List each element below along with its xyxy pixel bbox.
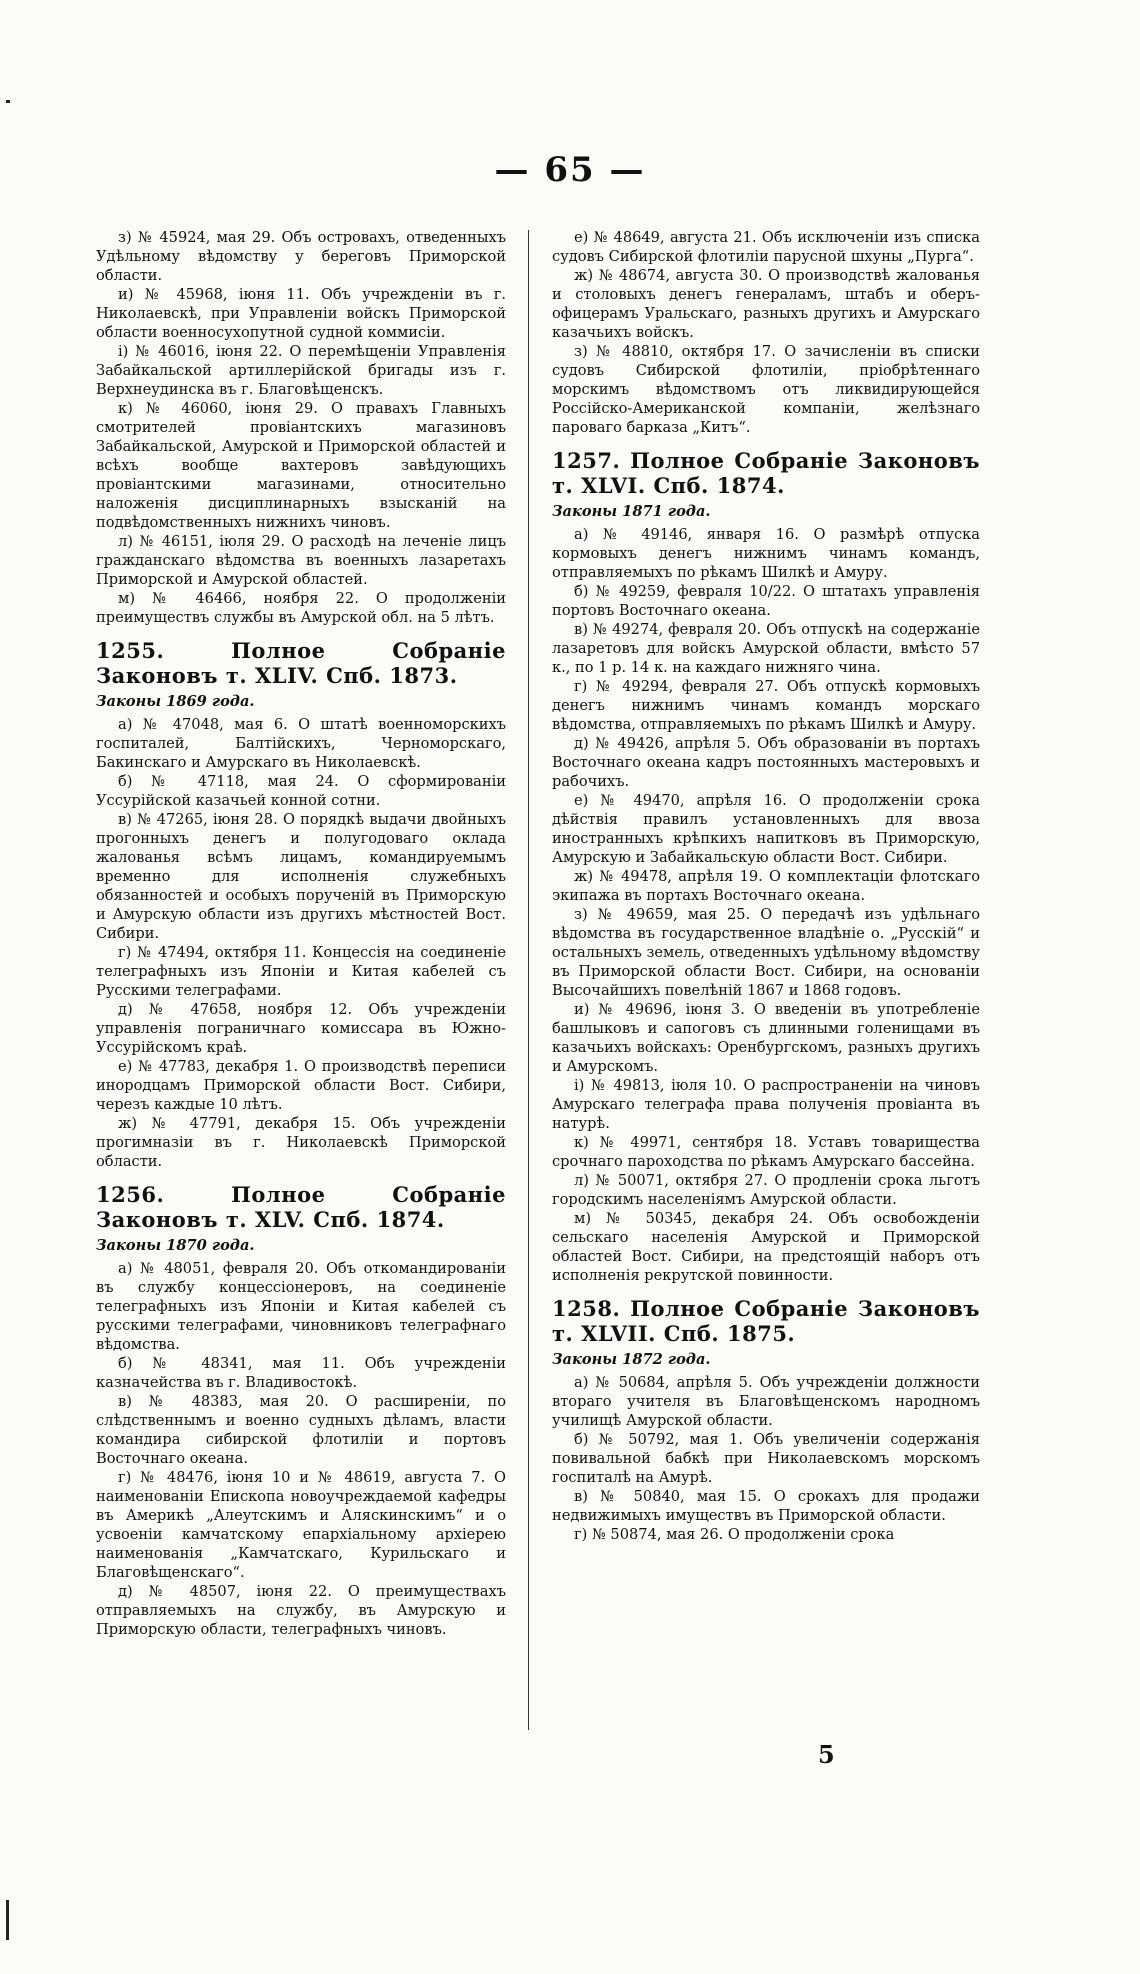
entry: і) № 46016, іюня 22. О перемѣщеніи Управленія Забайкальской артиллерійской бригады изъ г. Верхнеудинска въ г. Благовѣщенскъ. [96, 343, 506, 398]
section-title: 1255. Полное Собраніе Законовъ т. XLIV. Спб. 1873. [96, 638, 506, 688]
entry: б) № 49259, февраля 10/22. О штатахъ управленія портовъ Восточнаго океана. [552, 583, 980, 619]
entry: г) № 48476, іюня 10 и № 48619, августа 7. О наименованіи Епископа новоучреждаемой кафедры въ Америкѣ „Алеутскимъ и Аляскинскимъ“ и о усвоеніи камчатскому епархіальному архіерею наименованія „Камчатскаго, Курильскаго и Благовѣщенскаго“. [96, 1469, 506, 1581]
section-laws-year: Законы 1870 года. [96, 1237, 255, 1254]
entry: а) № 50684, апрѣля 5. Объ учрежденіи должности втораго учителя въ Благовѣщенскомъ народномъ училищѣ Амурской области. [552, 1374, 980, 1429]
entry: в) № 48383, мая 20. О расширеніи, по слѣдственнымъ и военно судныхъ дѣламъ, власти командира сибирской флотиліи и портовъ Восточнаго океана. [96, 1393, 506, 1467]
entry: м) № 50345, декабря 24. Объ освобожденіи сельскаго населенія Амурской и Приморской областей Вост. Сибири, на предстоящій наборъ отъ исполненія рекрутской повинности. [552, 1210, 980, 1284]
entry: а) № 49146, января 16. О размѣрѣ отпуска кормовыхъ денегъ нижнимъ чинамъ командъ, отправляемыхъ по рѣкамъ Шилкѣ и Амуру. [552, 526, 980, 581]
entry: б) № 50792, мая 1. Объ увеличеніи содержанія повивальной бабкѣ при Николаевскомъ морскомъ госпиталѣ на Амурѣ. [552, 1431, 980, 1486]
sheet-number: 5 [818, 1740, 835, 1769]
section-laws-year: Законы 1869 года. [96, 693, 255, 710]
entry: е) № 48649, августа 21. Объ исключеніи изъ списка судовъ Сибирской флотиліи парусной шхуны „Пурга“. [552, 229, 980, 265]
entry: г) № 49294, февраля 27. Объ отпускѣ кормовыхъ денегъ нижнимъ чинамъ командъ морскаго вѣдомства, отправляемыхъ по рѣкамъ Шилкѣ и Амуру. [552, 678, 980, 733]
entry: е) № 47783, декабря 1. О производствѣ переписи инородцамъ Приморской области Вост. Сибири, черезъ каждые 10 лѣтъ. [96, 1058, 506, 1113]
margin-mark [6, 100, 10, 103]
right-column [552, 228, 980, 1544]
entry: л) № 50071, октября 27. О продленіи срока льготъ городскимъ населеніямъ Амурской области. [552, 1172, 980, 1208]
entry: и) № 45968, іюня 11. Объ учрежденіи въ г. Николаевскѣ, при Управленіи войскъ Приморской области военносухопутной судной коммисіи. [96, 286, 506, 341]
entry: д) № 48507, іюня 22. О преимуществахъ отправляемыхъ на службу, въ Амурскую и Приморскую области, телеграфныхъ чиновъ. [96, 1583, 506, 1638]
entry: з) № 48810, октября 17. О зачисленіи въ списки судовъ Сибирской флотиліи, пріобрѣтеннаго морскимъ вѣдомствомъ отъ ликвидирующейся Россійско-Американской компаніи, желѣзнаго пароваго барказа „Китъ“. [552, 343, 980, 436]
section-title: 1256. Полное Собраніе Законовъ т. XLV. Спб. 1874. [96, 1182, 506, 1232]
entry: ж) № 48674, августа 30. О производствѣ жалованья и столовыхъ денегъ генераламъ, штабъ и оберъ-офицерамъ Уральскаго, разныхъ другихъ и Амурскаго казачьихъ войскъ. [552, 267, 980, 341]
entry: д) № 47658, ноября 12. Объ учрежденіи управленія пограничнаго комиссара въ Южно-Уссурійскомъ краѣ. [96, 1001, 506, 1056]
entry: д) № 49426, апрѣля 5. Объ образованіи въ портахъ Восточнаго океана кадръ постоянныхъ мастеровыхъ и рабочихъ. [552, 735, 980, 790]
entry: і) № 49813, іюля 10. О распространеніи на чиновъ Амурскаго телеграфа права полученія провіанта въ натурѣ. [552, 1077, 980, 1132]
entry: м) № 46466, ноября 22. О продолженіи преимуществъ службы въ Амурской обл. на 5 лѣтъ. [96, 590, 506, 626]
entry: г) № 50874, мая 26. О продолженіи срока [574, 1526, 895, 1543]
section-title: 1257. Полное Собраніе Законовъ т. XLVI. Спб. 1874. [552, 448, 980, 498]
entry: з) № 49659, мая 25. О передачѣ изъ удѣльнаго вѣдомства въ государственное владѣніе о. „Русскій“ и остальныхъ земель, отведенныхъ удѣльному вѣдомству въ Приморской области Вост. Сибири, на основаніи Высочайшихъ повелѣній 1867 и 1868 годовъ. [552, 906, 980, 999]
entry: в) № 50840, мая 15. О срокахъ для продажи недвижимыхъ имуществъ въ Приморской области. [552, 1488, 980, 1524]
left-column [96, 228, 506, 1639]
section-title: 1258. Полное Собраніе Законовъ т. XLVII. Спб. 1875. [552, 1296, 980, 1346]
entry: к) № 49971, сентября 18. Уставъ товарищества срочнаго пароходства по рѣкамъ Амурскаго бассейна. [552, 1134, 980, 1170]
entry: а) № 47048, мая 6. О штатѣ военноморскихъ госпиталей, Балтійскихъ, Черноморскаго, Бакинскаго и Амурскаго въ Николаевскѣ. [96, 716, 506, 771]
entry: б) № 48341, мая 11. Объ учрежденіи казначейства въ г. Владивостокѣ. [96, 1355, 506, 1391]
entry: а) № 48051, февраля 20. Объ откомандированіи въ службу концессіонеровъ, на соединеніе телеграфныхъ изъ Японіи и Китая кабелей съ русскими телеграфами, чиновниковъ телеграфнаго вѣдомства. [96, 1260, 506, 1353]
entry: к) № 46060, іюня 29. О правахъ Главныхъ смотрителей провіантскихъ магазиновъ Забайкальской, Амурской и Приморской областей и всѣхъ вообще вахтеровъ завѣдующихъ провіантскими магазинами, относительно наложенія дисциплинарныхъ взысканій на подвѣдомственныхъ нижнихъ чиновъ. [96, 400, 506, 531]
page-number: — 65 — [494, 150, 646, 190]
entry: б) № 47118, мая 24. О сформированіи Уссурійской казачьей конной сотни. [96, 773, 506, 809]
section-laws-year: Законы 1872 года. [552, 1351, 711, 1368]
entry: в) № 47265, іюня 28. О порядкѣ выдачи двойныхъ прогонныхъ денегъ и полугодоваго оклада жалованья всѣмъ лицамъ, командируемымъ временно для исполненія служебныхъ обязанностей и особыхъ порученій въ Приморскую и Амурскую области изъ другихъ мѣстностей Вост. Сибири. [96, 811, 506, 942]
entry: в) № 49274, февраля 20. Объ отпускѣ на содержаніе лазаретовъ для войскъ Амурской области, вмѣсто 57 к., по 1 р. 14 к. на каждаго нижняго чина. [552, 621, 980, 676]
entry: ж) № 47791, декабря 15. Объ учрежденіи прогимназіи въ г. Николаевскѣ Приморской области. [96, 1115, 506, 1170]
entry: г) № 47494, октября 11. Концессія на соединеніе телеграфныхъ изъ Японіи и Китая кабелей съ Русскими телеграфами. [96, 944, 506, 999]
entry: и) № 49696, іюня 3. О введеніи въ употребленіе башлыковъ и сапоговъ съ длинными голенищами въ казачьихъ войскахъ: Оренбургскомъ, разныхъ другихъ и Амурскомъ. [552, 1001, 980, 1075]
entry: з) № 45924, мая 29. Объ островахъ, отведенныхъ Удѣльному вѣдомству у береговъ Приморской области. [96, 229, 506, 284]
entry: е) № 49470, апрѣля 16. О продолженіи срока дѣйствія правилъ установленныхъ для ввоза иностранныхъ крѣпкихъ напитковъ въ Приморскую, Амурскую и Забайкальскую области Вост. Сибири. [552, 792, 980, 866]
section-laws-year: Законы 1871 года. [552, 503, 711, 520]
margin-mark [6, 1900, 9, 1940]
column-divider [528, 230, 529, 1730]
entry: ж) № 49478, апрѣля 19. О комплектаціи флотскаго экипажа въ портахъ Восточнаго океана. [552, 868, 980, 904]
entry: л) № 46151, іюля 29. О расходѣ на леченіе лицъ гражданскаго вѣдомства въ военныхъ лазаретахъ Приморской и Амурской областей. [96, 533, 506, 588]
